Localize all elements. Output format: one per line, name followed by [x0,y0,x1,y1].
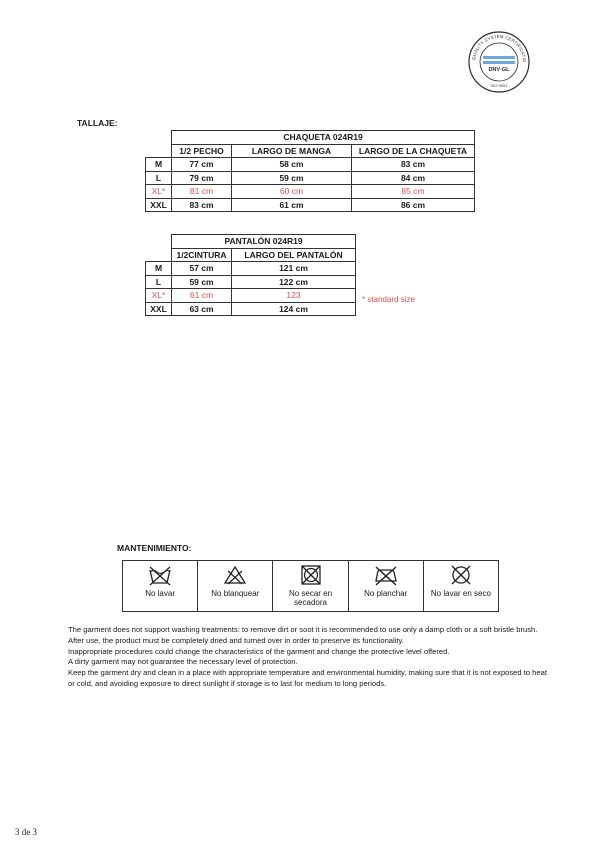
no-tumble-dry-icon [298,564,324,586]
care-paragraph: Inappropriate procedures could change the characteristics of the garment and change the protective level offered. [68,646,450,656]
size-cell: XL* [146,185,172,199]
table-row [146,198,475,212]
table-cell: 57 cm [172,262,232,276]
tallaje-label: TALLAJE: [77,118,118,128]
chaqueta-title: CHAQUETA 024R19 [172,131,475,145]
table-cell: 59 cm [232,171,352,185]
no-bleach-icon [222,564,248,586]
table-header: LARGO DEL PANTALÓN [232,248,356,262]
table-cell: 58 cm [232,158,352,172]
care-cell-no-dry-clean [424,561,498,611]
table-cell: 83 cm [352,158,475,172]
care-label: No secar en secadora [288,589,333,607]
table-cell: 123 [232,289,356,303]
care-paragraph: After use, the product must be completely dried and turned over in order to preserve its functionality. [68,635,404,645]
size-cell: M [146,158,172,172]
table-cell: 122 cm [232,275,356,289]
care-paragraph: A dirty garment may not guarantee the necessary level of protection. [68,657,298,667]
care-cell-no-tumble-dry [273,561,348,611]
table-cell: 79 cm [172,171,232,185]
table-cell: 121 cm [232,262,356,276]
table-header: 1/2CINTURA [172,248,232,262]
care-label: No blanquear [211,589,260,598]
care-cell-no-iron [349,561,424,611]
table-cell: 77 cm [172,158,232,172]
table-row-standard [146,185,475,199]
no-iron-icon [373,564,399,586]
table-cell: 61 cm [232,198,352,212]
care-paragraph: Keep the garment dry and clean in a place with appropriate temperature and environmental humidity, making sure that it is not exposed to heat or cold, and avoiding exposure to direct sunlight if storage is to last for medium to long periods. [68,668,547,688]
size-cell: XXL [146,198,172,212]
standard-size-note: * standard size [362,295,415,304]
care-cell-no-wash [123,561,198,611]
care-cell-no-bleach [198,561,273,611]
size-cell: L [146,275,172,289]
no-dry-clean-icon [448,564,474,586]
table-cell: 63 cm [172,302,232,316]
size-cell: XXL [146,302,172,316]
mantenimiento-label: MANTENIMIENTO: [117,543,192,553]
no-wash-icon [147,564,173,586]
size-cell: L [146,171,172,185]
care-label: No planchar [364,589,408,598]
chaqueta-size-table [145,130,475,212]
table-cell: 61 cm [172,289,232,303]
table-row [146,158,475,172]
table-cell: 86 cm [352,198,475,212]
table-header: 1/2 PECHO [172,144,232,158]
care-label: No lavar en seco [430,589,491,598]
pantalon-title: PANTALÓN 024R19 [172,235,356,249]
table-row [146,275,356,289]
table-cell: 124 cm [232,302,356,316]
care-label: No lavar [145,589,175,598]
seal-brand: DNV·GL [488,67,510,73]
table-cell: 85 cm [352,185,475,199]
table-cell: 84 cm [352,171,475,185]
seal-standard: ISO 9001 [490,83,508,88]
care-paragraph: The garment does not support washing treatments: to remove dirt or soot it is recommended to use only a damp cloth or a soft bristle brush. [68,625,538,634]
table-cell: 83 cm [172,198,232,212]
care-symbols-row [122,560,499,612]
table-row [146,262,356,276]
table-row [146,171,475,185]
table-row-standard [146,289,356,303]
size-cell: M [146,262,172,276]
seal-ring-text: QUALITY SYSTEM CERTIFICATIO [471,33,528,63]
table-cell: 81 cm [172,185,232,199]
table-cell: 59 cm [172,275,232,289]
table-cell: 60 cm [232,185,352,199]
care-instructions [68,625,548,690]
table-row [146,302,356,316]
table-header: LARGO DE MANGA [232,144,352,158]
table-header: LARGO DE LA CHAQUETA [352,144,475,158]
size-cell: XL* [146,289,172,303]
page-number: 3 de 3 [15,827,37,837]
pantalon-size-table [145,234,356,316]
certification-seal [467,30,531,94]
